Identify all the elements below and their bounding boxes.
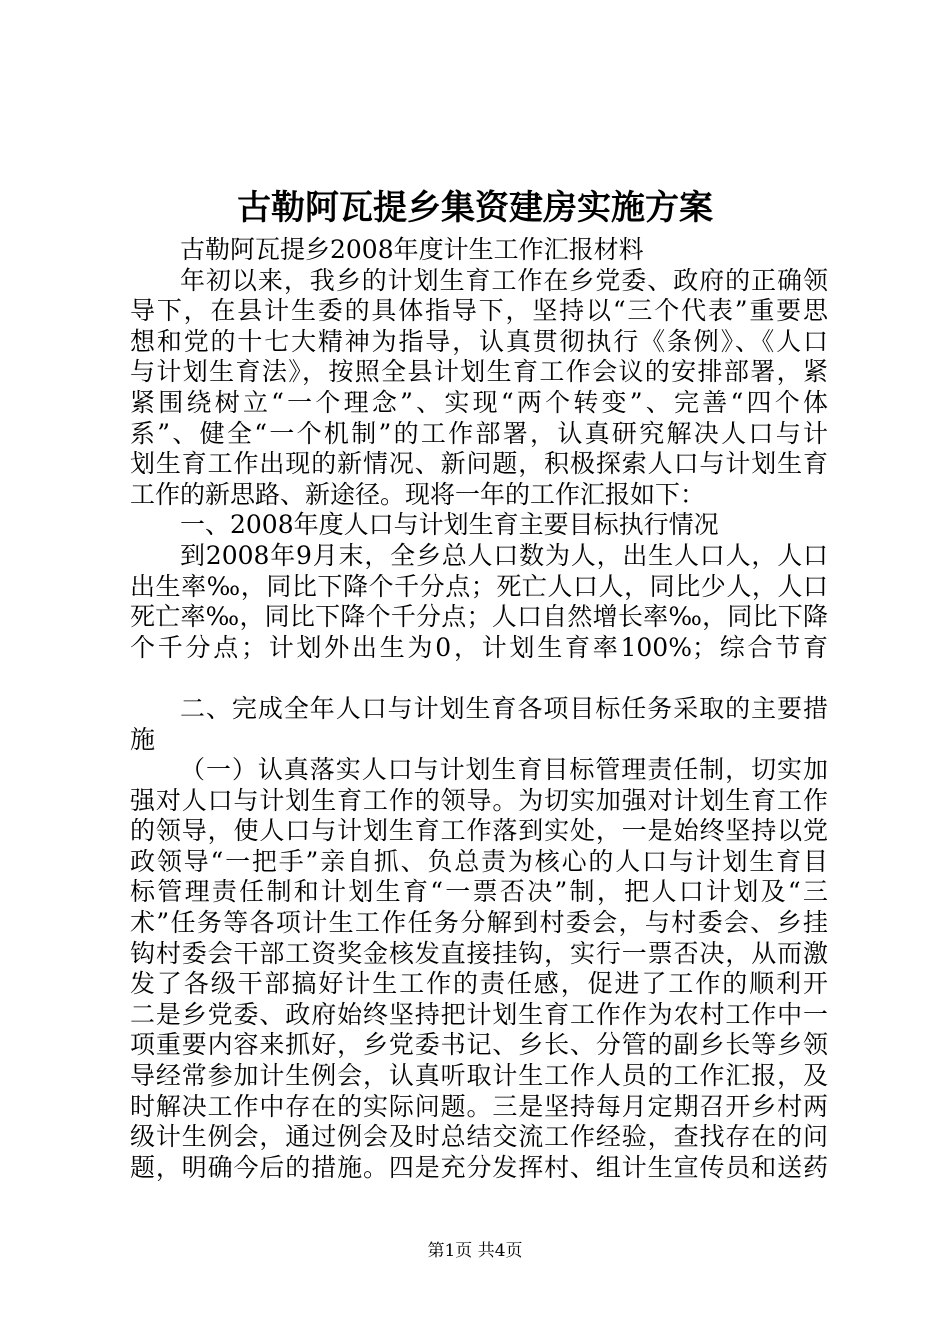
text-line: 到2008年9月末，全乡总人口数为人，出生人口人，人口	[180, 540, 828, 570]
text-line: 强对人口与计划生育工作的领导。为切实加强对计划生育工作	[130, 785, 828, 815]
text-line: 标管理责任制和计划生育“一票否决”制，把人口计划及“三	[130, 877, 828, 907]
text-line: 系”、健全“一个机制”的工作部署，认真研究解决人口与计	[130, 418, 828, 448]
text-line: 与计划生育法》，按照全县计划生育工作会议的安排部署，紧	[130, 357, 828, 387]
text-line: 出生率‰，同比下降个千分点；死亡人口人，同比少人，人口	[130, 571, 828, 601]
text-line: 划生育工作出现的新情况、新问题，积极探索人口与计划生育	[130, 449, 828, 479]
text-line: 级计生例会，通过例会及时总结交流工作经验，查找存在的问	[130, 1122, 828, 1152]
text-line: 钩村委会干部工资奖金核发直接挂钩，实行一票否决，从而激	[130, 938, 828, 968]
text-line: 政领导“一把手”亲自抓、负总责为核心的人口与计划生育目	[130, 846, 828, 876]
text-line: 题，明确今后的措施。四是充分发挥村、组计生宣传员和送药	[130, 1152, 828, 1182]
blank-line	[130, 663, 828, 694]
text-line: 导下，在县计生委的具体指导下，坚持以“三个代表”重要思	[130, 296, 828, 326]
text-line: 项重要内容来抓好，乡党委书记、乡长、分管的副乡长等乡领	[130, 1030, 828, 1060]
text-line: 古勒阿瓦提乡2008年度计生工作汇报材料	[180, 235, 644, 264]
text-line: 工作的新思路、新途径。现将一年的工作汇报如下：	[130, 479, 706, 509]
document-title: 古勒阿瓦提乡集资建房实施方案	[237, 188, 713, 228]
text-line: 导经常参加计生例会，认真听取计生工作人员的工作汇报，及	[130, 1061, 828, 1091]
page-number: 第1页 共4页	[427, 1241, 523, 1261]
text-line: 二是乡党委、政府始终坚持把计划生育工作作为农村工作中一	[130, 999, 828, 1029]
text-line: 发了各级干部搞好计生工作的责任感，促进了工作的顺利开	[130, 969, 828, 999]
text-line: 的领导，使人口与计划生育工作落到实处，一是始终坚持以党	[130, 816, 828, 846]
text-line: 施	[130, 724, 156, 754]
text-line: 个千分点；计划外出生为0，计划生育率100%；综合节育	[130, 632, 828, 662]
document-body	[130, 235, 828, 1183]
text-line: （一）认真落实人口与计划生育目标管理责任制，切实加	[180, 755, 828, 785]
text-line: 年初以来，我乡的计划生育工作在乡党委、政府的正确领	[180, 265, 828, 295]
text-line: 紧围绕树立“一个理念”、实现“两个转变”、完善“四个体	[130, 387, 828, 417]
text-line: 一、2008年度人口与计划生育主要目标执行情况	[180, 510, 719, 540]
text-line: 时解决工作中存在的实际问题。三是坚持每月定期召开乡村两	[130, 1091, 828, 1121]
text-line: 术”任务等各项计生工作任务分解到村委会，与村委会、乡挂	[130, 908, 828, 938]
text-line: 死亡率‰，同比下降个千分点；人口自然增长率‰，同比下降	[130, 602, 828, 632]
text-line: 二、完成全年人口与计划生育各项目标任务采取的主要措	[180, 693, 828, 723]
text-line: 想和党的十七大精神为指导，认真贯彻执行《条例》、《人口	[130, 326, 828, 356]
